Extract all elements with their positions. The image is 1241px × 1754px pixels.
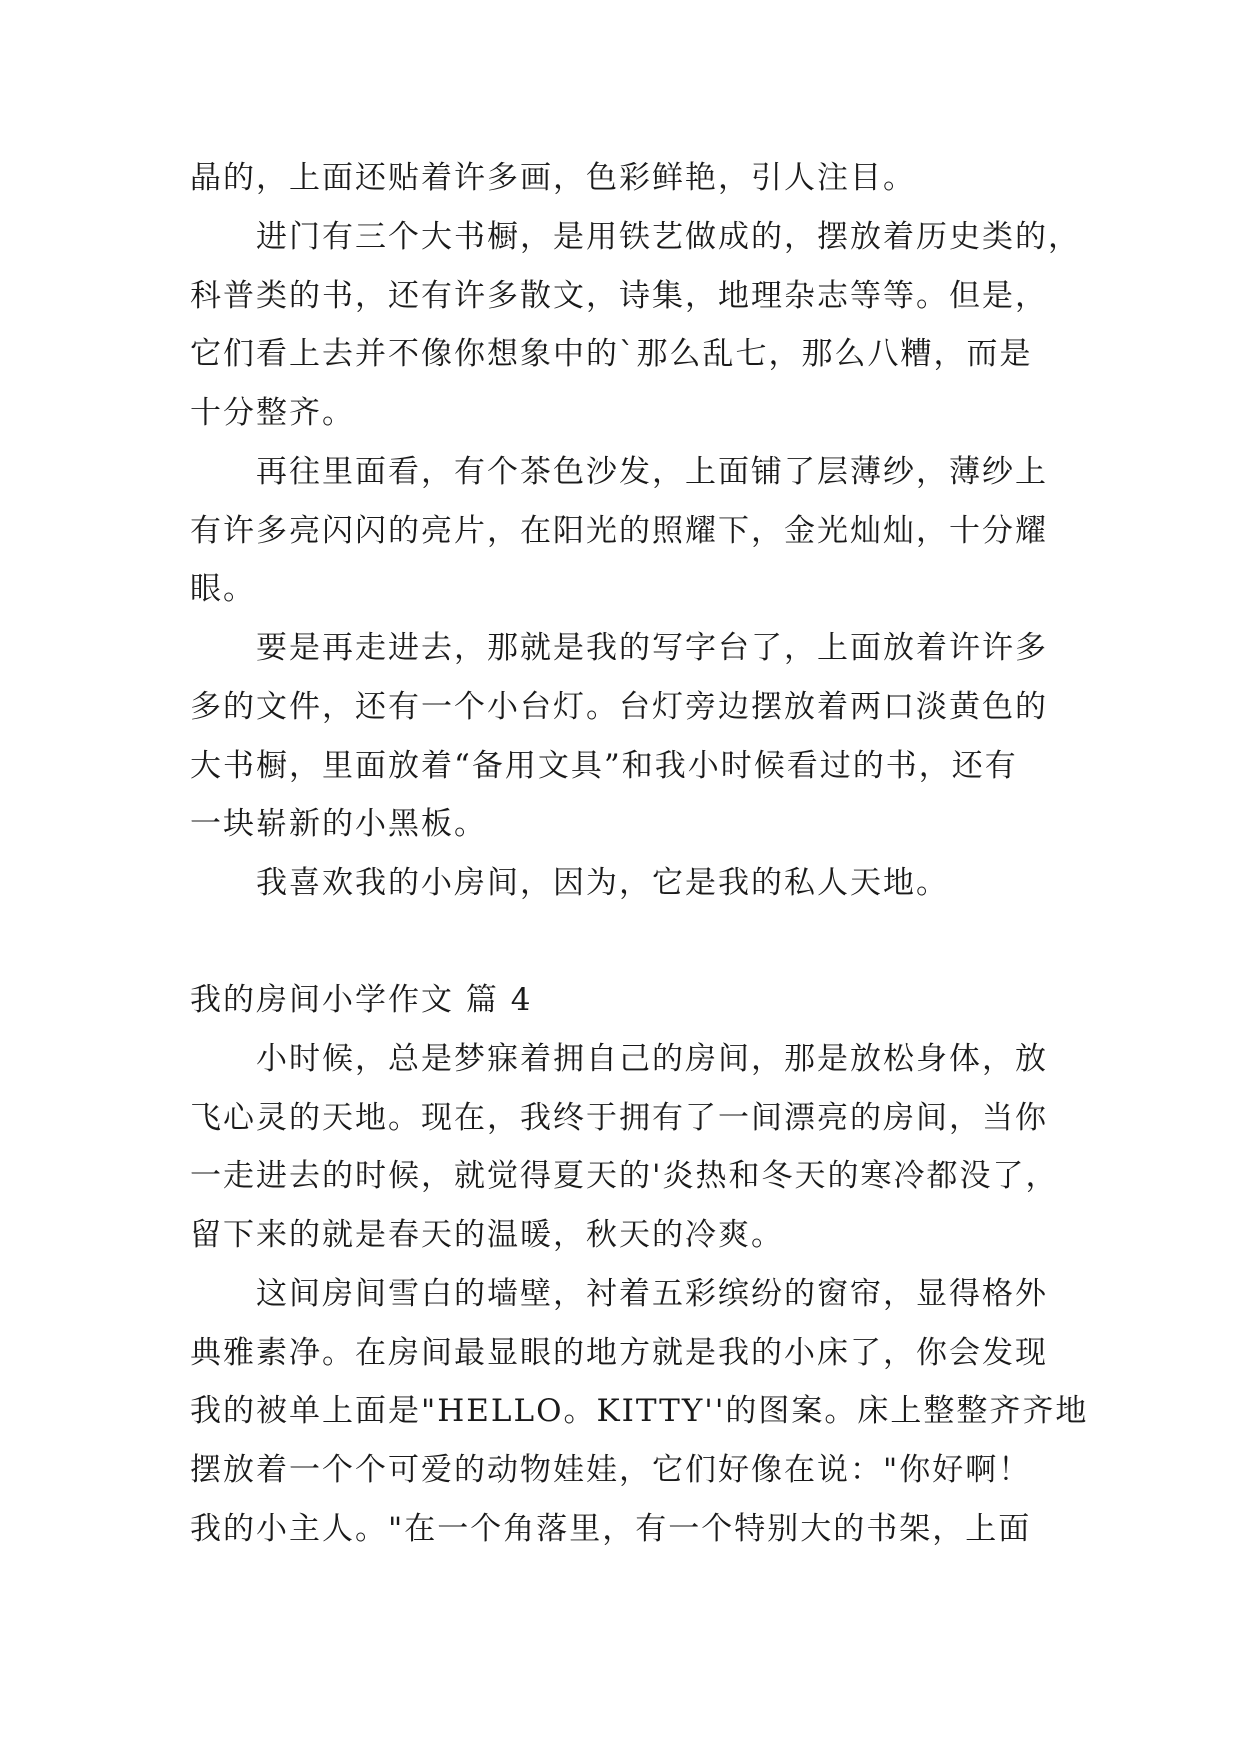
paragraph-start-line: 这间房间雪白的墙壁，衬着五彩缤纷的窗帘，显得格外 (256, 1276, 1048, 1312)
text-line: 我的被单上面是"HELLO。KITTY''的图案。床上整整齐齐地 (190, 1393, 1089, 1429)
text-line: 晶的，上面还贴着许多画，色彩鲜艳，引人注目。 (190, 160, 916, 196)
text-line: 典雅素净。在房间最显眼的地方就是我的小床了，你会发现 (190, 1335, 1048, 1371)
text-line: 多的文件，还有一个小台灯。台灯旁边摆放着两口淡黄色的 (190, 689, 1048, 725)
text-line: 摆放着一个个可爱的动物娃娃，它们好像在说："你好啊！ (190, 1452, 1032, 1488)
paragraph-start-line: 再往里面看，有个茶色沙发，上面铺了层薄纱，薄纱上 (256, 454, 1048, 490)
text-line: 一走进去的时候，就觉得夏天的'炎热和冬天的寒冷都没了， (190, 1158, 1059, 1194)
paragraph-start-line: 要是再走进去，那就是我的写字台了，上面放着许许多 (256, 630, 1048, 666)
section-heading: 我的房间小学作文 篇 4 (190, 982, 533, 1018)
text-line: 它们看上去并不像你想象中的`那么乱七，那么八糟，而是 (190, 336, 1033, 372)
text-line: 有许多亮闪闪的亮片，在阳光的照耀下，金光灿灿，十分耀 (190, 513, 1048, 549)
text-line: 眼。 (190, 571, 256, 607)
text-line: 留下来的就是春天的温暖，秋天的冷爽。 (190, 1217, 784, 1253)
text-line: 大书橱，里面放着“备用文具”和我小时候看过的书，还有 (190, 748, 1018, 784)
paragraph-start-line: 进门有三个大书橱，是用铁艺做成的，摆放着历史类的， (256, 219, 1081, 255)
text-line: 我的小主人。"在一个角落里，有一个特别大的书架，上面 (190, 1511, 1032, 1547)
text-line: 飞心灵的天地。现在，我终于拥有了一间漂亮的房间，当你 (190, 1100, 1048, 1136)
text-line: 十分整齐。 (190, 395, 355, 431)
text-line: 科普类的书，还有许多散文，诗集，地理杂志等等。但是， (190, 278, 1048, 314)
paragraph-start-line: 我喜欢我的小房间，因为，它是我的私人天地。 (256, 865, 949, 901)
text-line: 一块崭新的小黑板。 (190, 806, 487, 842)
paragraph-start-line: 小时候，总是梦寐着拥自己的房间，那是放松身体，放 (256, 1041, 1048, 1077)
